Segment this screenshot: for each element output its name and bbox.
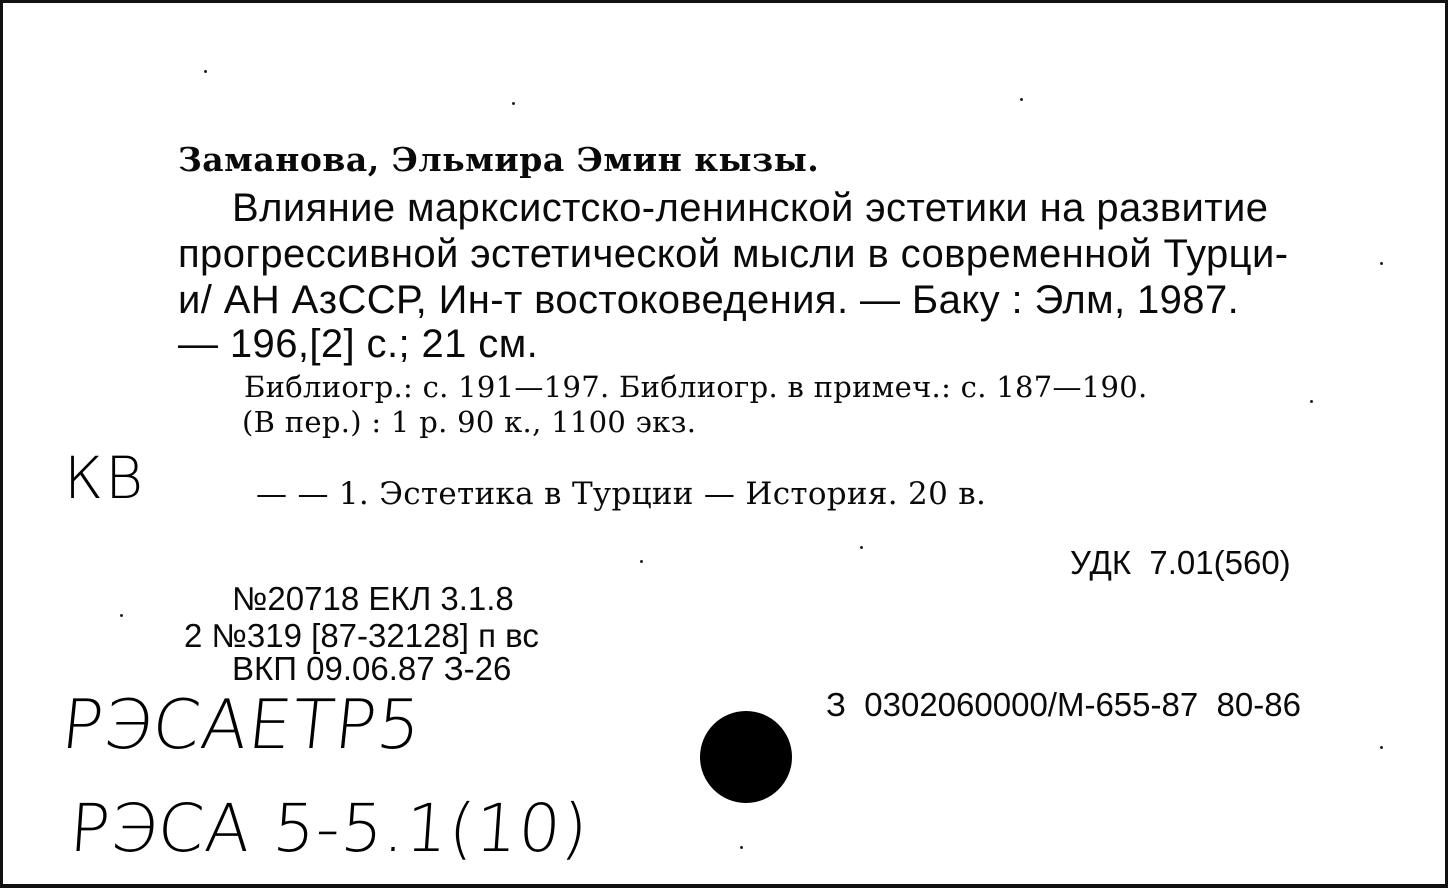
author-heading: Заманова, Эльмира Эмин кызы. <box>178 140 820 179</box>
scan-speck <box>1380 746 1383 749</box>
scan-speck <box>860 546 863 549</box>
registry-line: ВКП 09.06.87 З-26 <box>232 650 512 687</box>
udk-code: УДК 7.01(560) <box>1070 544 1291 581</box>
handwritten-shelf-mark-1: РЭСАЕТР5 <box>57 686 426 765</box>
handwritten-shelf-mark-2: РЭСА 5-5.1(10) <box>67 790 592 867</box>
scan-speck <box>1020 98 1023 101</box>
description-line: и/ АН АзССР, Ин-т востоковедения. — Баку : Элм, 1987. <box>178 278 1240 322</box>
scan-speck <box>1380 262 1383 265</box>
left-border <box>0 0 3 888</box>
scan-speck <box>640 560 643 563</box>
scan-speck <box>204 70 207 73</box>
catalog-code: З 0302060000/М-655-87 80-86 <box>826 686 1301 723</box>
registry-line: 2 №319 [87-32128] п вс <box>184 617 539 654</box>
scan-speck <box>512 102 515 105</box>
description-line: — 196,[2] с.; 21 см. <box>178 322 539 366</box>
description-line: прогрессивной эстетической мысли в современной Турци- <box>178 232 1289 276</box>
handwritten-kb-mark: КВ <box>64 444 146 512</box>
scan-speck <box>1310 400 1313 403</box>
scan-speck <box>740 846 743 849</box>
punch-hole <box>700 711 792 803</box>
notes-line: Библиогр.: с. 191—197. Библиогр. в примеч.: с. 187—190. <box>244 370 1148 404</box>
description-line: Влияние марксистско-ленинской эстетики на развитие <box>232 186 1269 230</box>
bottom-border <box>0 884 1448 888</box>
scan-speck <box>120 614 123 617</box>
notes-line: (В пер.) : 1 р. 90 к., 1100 экз. <box>242 405 697 439</box>
registry-line: №20718 ЕКЛ 3.1.8 <box>232 580 514 617</box>
subject-heading: — — 1. Эстетика в Турции — История. 20 в. <box>256 476 987 512</box>
top-border <box>0 0 1448 3</box>
